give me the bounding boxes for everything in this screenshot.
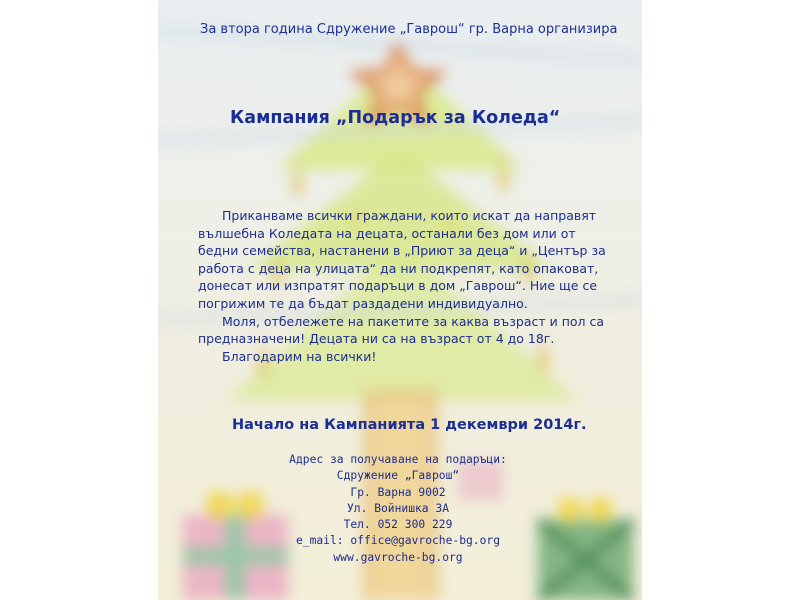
- address-heading: Адрес за получаване на подаръци:: [289, 453, 507, 466]
- campaign-body: [198, 207, 618, 365]
- address-email: e_mail: office@gavroche-bg.org: [295, 534, 501, 548]
- body-paragraph: Приканваме всички граждани, които искат да направят вълшебна Коледата на децата, останали без дом или от бедни семейства, настанени в „Приют за деца“ и „Център за работа с деца на улицата“ да ни подкрепят, като опаковат, донесат или изпратят подаръци в дом „Гаврош“. Ние ще се погрижим те да бъдат раздадени индивидуално.: [198, 208, 606, 311]
- body-paragraph: Благодарим на всички!: [222, 348, 377, 364]
- address-website: www.gavroche-bg.org: [333, 550, 463, 564]
- campaign-title: Кампания „Подарък за Коледа“: [230, 108, 561, 128]
- address-phone: Тел. 052 300 229: [343, 518, 453, 532]
- body-paragraph: Моля, отбележете на пакетите за каква възраст и пол са предназначени! Децата ни са на възраст от 4 до 18г.: [198, 313, 605, 347]
- address-city: Гр. Варна 9002: [350, 485, 446, 499]
- intro-line: За втора година Сдружение „Гаврош“ гр. Варна организира: [200, 22, 618, 37]
- address-street: Ул. Войнишка 3А: [346, 501, 450, 515]
- delivery-address: [248, 452, 548, 566]
- campaign-start-date: Начало на Кампанията 1 декември 2014г.: [232, 417, 587, 433]
- address-org: Сдружение „Гаврош“: [336, 469, 460, 483]
- campaign-poster: [158, 0, 642, 600]
